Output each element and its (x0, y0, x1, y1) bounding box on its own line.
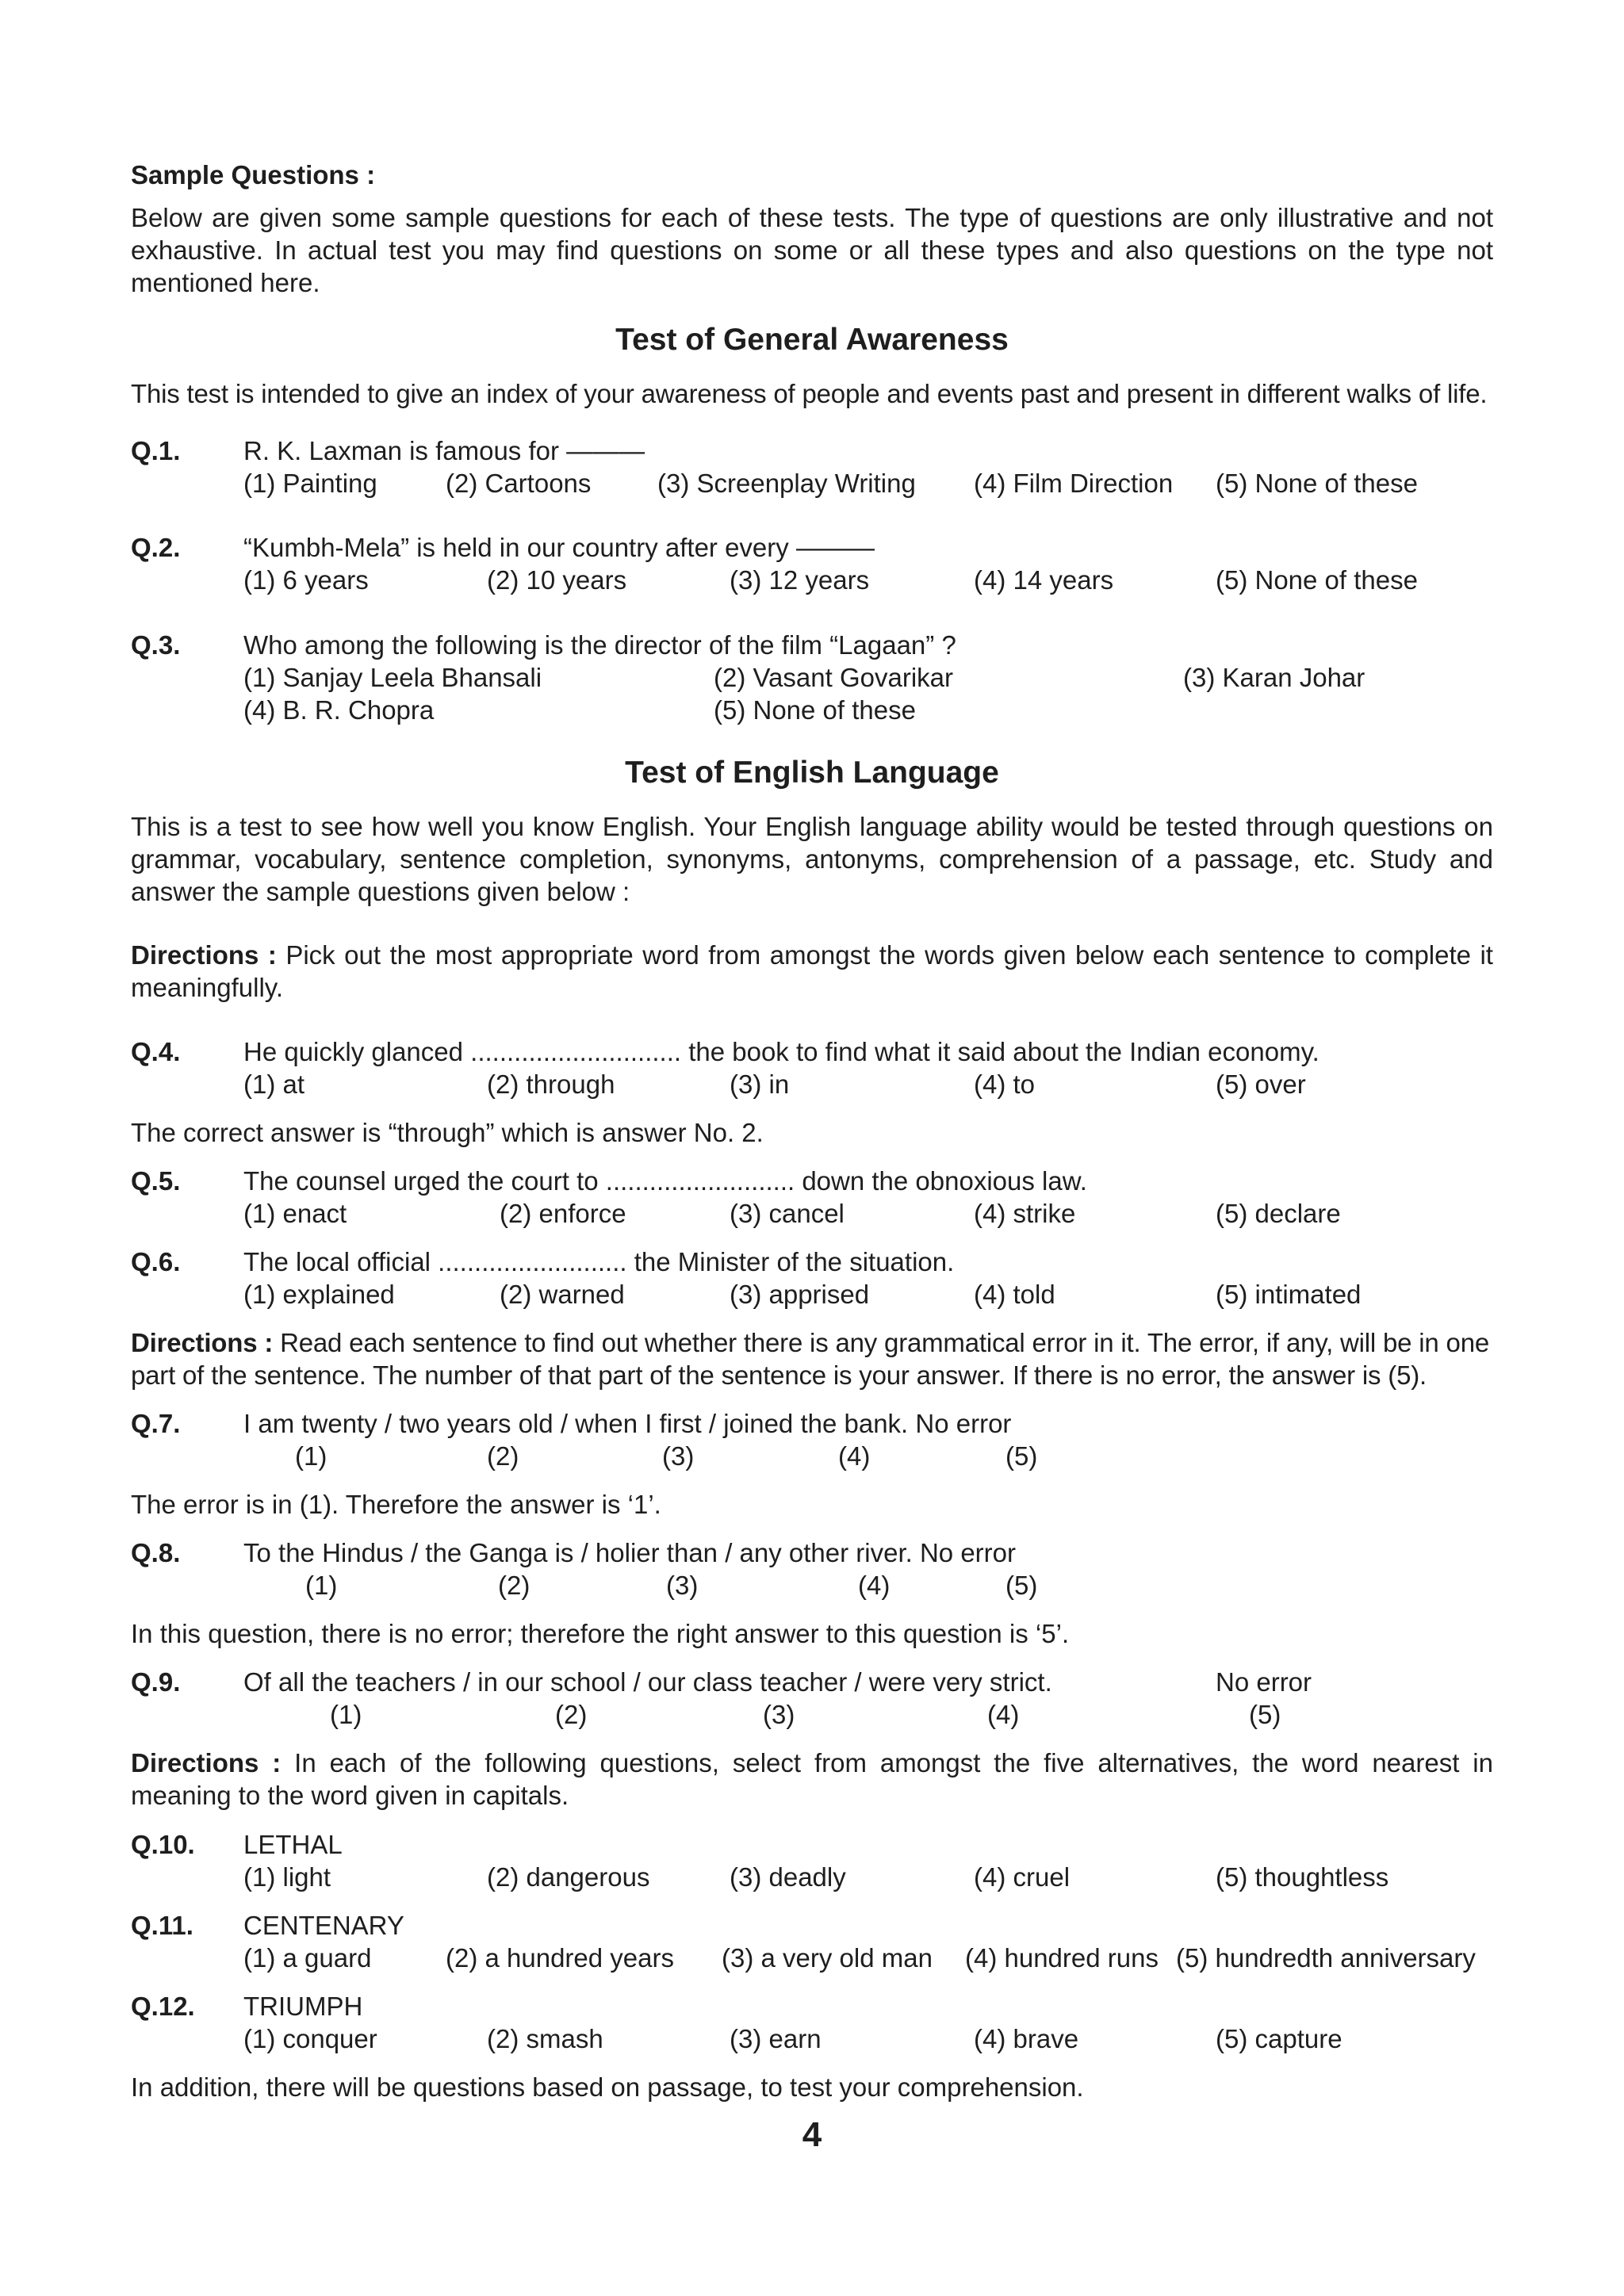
directions-grammar (131, 1326, 1511, 1391)
question-text: Of all the teachers / in our school / our class teacher / were very strict. (243, 1667, 1052, 1697)
option: (2) smash (487, 2024, 603, 2053)
intro-paragraph: Below are given some sample questions for each of these tests. The type of questions are only illustrative and not exhaustive. In actual test you may find questions on some or all these types and also questions on the type not mentioned here. (131, 203, 1493, 297)
option: (5) declare (1216, 1199, 1341, 1228)
option: (2) Cartoons (446, 469, 592, 498)
option: (1) light (243, 1862, 331, 1892)
question-number: Q.5. (131, 1166, 181, 1196)
question-text: The local official .......................... the Minister of the situation. (243, 1247, 955, 1276)
option: (1) 6 years (243, 565, 369, 595)
option: (5) hundredth anniversary (1176, 1943, 1476, 1973)
question-number: Q.7. (131, 1409, 181, 1438)
option: (4) Film Direction (974, 469, 1174, 498)
option: (5) capture (1216, 2024, 1342, 2053)
part-marker: (5) (1005, 1571, 1038, 1600)
question-word: LETHAL (243, 1830, 343, 1859)
question-number: Q.12. (131, 1992, 195, 2021)
english-intro: This is a test to see how well you know English. Your English language ability would be tested through questions on grammar, vocabulary, sentence completion, synonyms, antonyms, comprehension of a passage, etc. Study and answer the sample questions given below : (131, 812, 1493, 906)
part-marker: (4) (987, 1700, 1020, 1729)
option: (2) dangerous (487, 1862, 650, 1892)
option: (3) earn (730, 2024, 822, 2053)
option: (5) None of these (714, 695, 916, 725)
part-marker: (5) (1005, 1441, 1038, 1471)
question-text: “Kumbh-Mela” is held in our country after every ——— (243, 533, 875, 562)
option: (1) Sanjay Leela Bhansali (243, 663, 542, 692)
part-marker: (1) (305, 1571, 338, 1600)
question-text: The counsel urged the court to .......................... down the obnoxious law. (243, 1166, 1087, 1196)
option: (4) cruel (974, 1862, 1071, 1892)
part-marker: (3) (763, 1700, 795, 1729)
english-language-title: Test of English Language (625, 756, 999, 790)
directions-label: Directions : (131, 1328, 274, 1357)
page-number: 4 (802, 2115, 822, 2154)
directions-label: Directions : (131, 940, 277, 970)
sample-questions-heading: Sample Questions : (131, 160, 376, 189)
no-error-option: No error (1216, 1667, 1312, 1697)
option: (5) over (1216, 1070, 1306, 1099)
part-marker: (4) (838, 1441, 871, 1471)
directions-pick-word (131, 939, 1493, 1004)
question-text: He quickly glanced ............................. the book to find what it said about the Indian economy. (243, 1037, 1320, 1066)
part-marker: (2) (487, 1441, 519, 1471)
option: (1) enact (243, 1199, 347, 1228)
option: (1) Painting (243, 469, 377, 498)
question-number: Q.8. (131, 1538, 181, 1567)
question-number: Q.4. (131, 1037, 181, 1066)
part-marker: (5) (1249, 1700, 1281, 1729)
option: (3) 12 years (730, 565, 870, 595)
closing-note: In addition, there will be questions based on passage, to test your comprehension. (131, 2072, 1084, 2102)
option: (5) None of these (1216, 565, 1418, 595)
part-marker: (1) (295, 1441, 327, 1471)
option: (2) enforce (500, 1199, 626, 1228)
option: (3) apprised (730, 1280, 870, 1309)
option: (4) B. R. Chopra (243, 695, 435, 725)
general-awareness-intro: This test is intended to give an index of your awareness of people and events past and present in different walks of life. (131, 379, 1488, 408)
question-word: TRIUMPH (243, 1992, 363, 2021)
question-text: I am twenty / two years old / when I first / joined the bank. No error (243, 1409, 1012, 1438)
option: (3) Karan Johar (1183, 663, 1365, 692)
question-number: Q.1. (131, 436, 181, 465)
directions-text: Pick out the most appropriate word from amongst the words given below each sentence to complete it meaningfully. (131, 940, 1493, 1002)
option: (4) brave (974, 2024, 1079, 2053)
question-number: Q.6. (131, 1247, 181, 1276)
question-number: Q.3. (131, 630, 181, 660)
option: (1) at (243, 1070, 305, 1099)
part-marker: (2) (555, 1700, 588, 1729)
answer-explanation: The error is in (1). Therefore the answer is ‘1’. (131, 1490, 661, 1519)
option: (2) a hundred years (446, 1943, 674, 1973)
option: (4) strike (974, 1199, 1076, 1228)
option: (5) None of these (1216, 469, 1418, 498)
option: (1) explained (243, 1280, 395, 1309)
question-number: Q.11. (131, 1911, 193, 1940)
question-text: Who among the following is the director of the film “Lagaan” ? (243, 630, 956, 660)
answer-explanation: The correct answer is “through” which is answer No. 2. (131, 1118, 764, 1147)
option: (4) told (974, 1280, 1055, 1309)
option: (2) 10 years (487, 565, 627, 595)
question-word: CENTENARY (243, 1911, 404, 1940)
answer-explanation: In this question, there is no error; therefore the right answer to this question is ‘5’. (131, 1619, 1070, 1648)
option: (5) intimated (1216, 1280, 1362, 1309)
part-marker: (4) (858, 1571, 891, 1600)
option: (3) in (730, 1070, 790, 1099)
part-marker: (1) (330, 1700, 362, 1729)
part-marker: (3) (662, 1441, 695, 1471)
directions-text: Read each sentence to find out whether there is any grammatical error in it. The error, if any, will be in one part of the sentence. The number of that part of the sentence is your answer. If there is no error, the answer is (5). (131, 1328, 1490, 1390)
option: (4) to (974, 1070, 1036, 1099)
option: (4) 14 years (974, 565, 1114, 595)
part-marker: (3) (666, 1571, 699, 1600)
option: (3) deadly (730, 1862, 846, 1892)
option: (3) Screenplay Writing (657, 469, 916, 498)
option: (2) warned (500, 1280, 625, 1309)
option: (3) cancel (730, 1199, 845, 1228)
option: (2) through (487, 1070, 615, 1099)
directions-synonyms (131, 1747, 1493, 1812)
question-text: R. K. Laxman is famous for ——— (243, 436, 645, 465)
part-marker: (2) (498, 1571, 530, 1600)
question-number: Q.10. (131, 1830, 195, 1859)
option: (3) a very old man (722, 1943, 933, 1973)
option: (1) conquer (243, 2024, 377, 2053)
option: (5) thoughtless (1216, 1862, 1389, 1892)
option: (1) a guard (243, 1943, 372, 1973)
general-awareness-title: Test of General Awareness (615, 323, 1009, 357)
directions-text: In each of the following questions, select from amongst the five alternatives, the word nearest in meaning to the word given in capitals. (131, 1748, 1493, 1810)
question-text: To the Hindus / the Ganga is / holier than / any other river. No error (243, 1538, 1016, 1567)
question-number: Q.9. (131, 1667, 181, 1697)
directions-label: Directions : (131, 1748, 282, 1777)
option: (2) Vasant Govarikar (714, 663, 953, 692)
question-number: Q.2. (131, 533, 181, 562)
option: (4) hundred runs (965, 1943, 1159, 1973)
